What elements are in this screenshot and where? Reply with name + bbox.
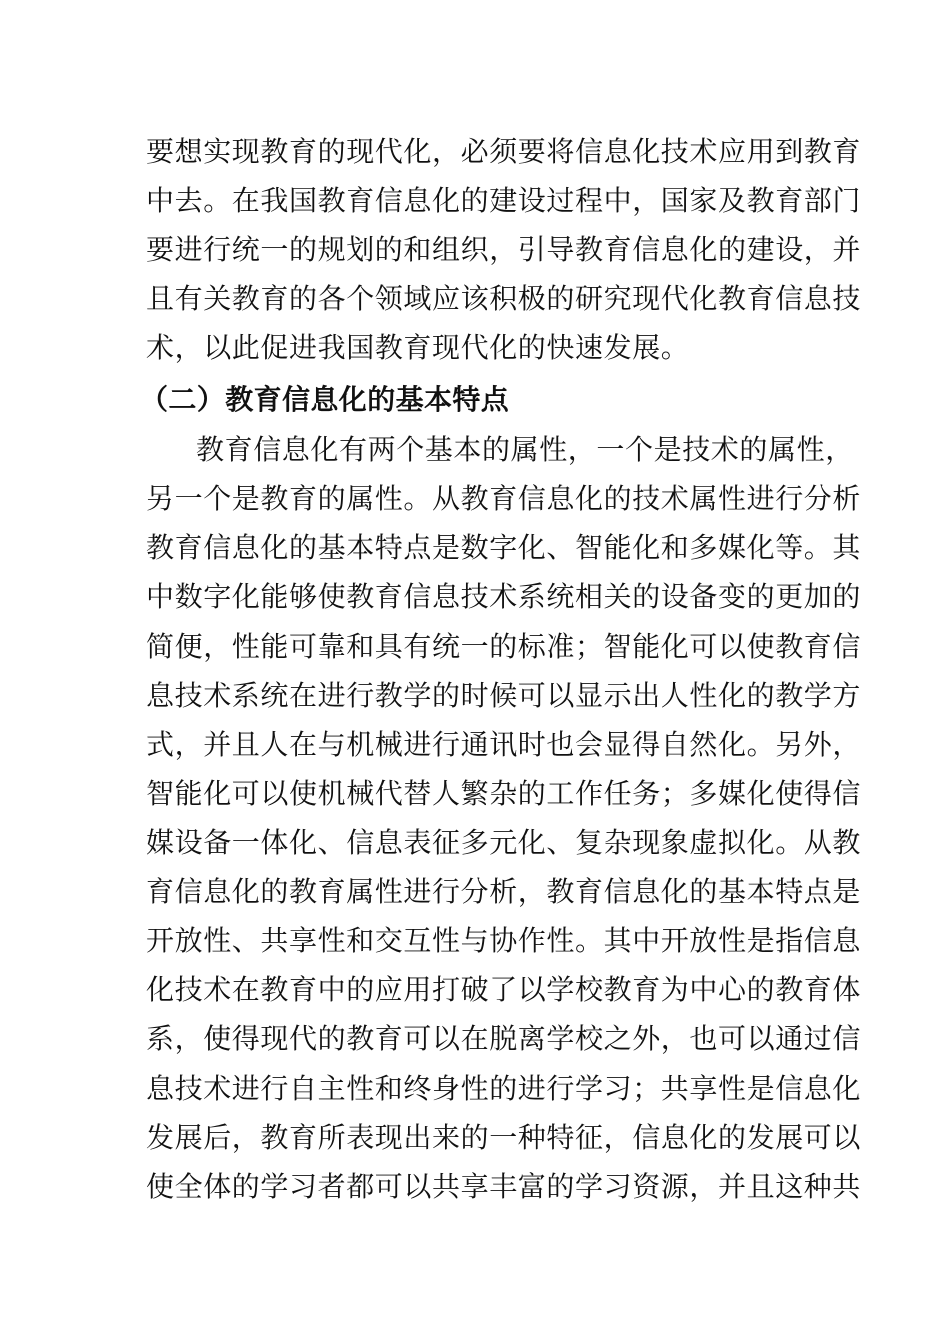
paragraph-2-line-3: 教育信息化的基本特点是数字化、智能化和多媒化等。其 [146,531,862,564]
paragraph-2-line-16: 使全体的学习者都可以共享丰富的学习资源，并且这种共 [146,1170,862,1203]
paragraph-1-line-1: 要想实现教育的现代化，必须要将信息化技术应用到教育 [146,135,862,168]
paragraph-2-line-13: 系，使得现代的教育可以在脱离学校之外，也可以通过信 [146,1022,862,1055]
paragraph-2-line-10: 育信息化的教育属性进行分析，教育信息化的基本特点是 [146,875,862,908]
paragraph-2-line-9: 媒设备一体化、信息表征多元化、复杂现象虚拟化。从教 [146,826,862,859]
paragraph-2-line-5: 简便，性能可靠和具有统一的标准；智能化可以使教育信 [146,630,862,663]
paragraph-1-line-4: 且有关教育的各个领域应该积极的研究现代化教育信息技 [146,282,862,315]
section-heading: （二）教育信息化的基本特点 [140,383,510,416]
paragraph-1-line-2: 中去。在我国教育信息化的建设过程中，国家及教育部门 [146,184,862,217]
paragraph-2-line-6: 息技术系统在进行教学的时候可以显示出人性化的教学方 [146,679,862,712]
paragraph-2-line-11: 开放性、共享性和交互性与协作性。其中开放性是指信息 [146,924,862,957]
paragraph-2-line-15: 发展后，教育所表现出来的一种特征，信息化的发展可以 [146,1121,862,1154]
paragraph-1-line-5: 术，以此促进我国教育现代化的快速发展。 [146,331,690,364]
paragraph-1-line-3: 要进行统一的规划的和组织，引导教育信息化的建设，并 [146,233,862,266]
paragraph-2-line-1: 教育信息化有两个基本的属性，一个是技术的属性， [196,433,854,466]
paragraph-2-line-8: 智能化可以使机械代替人繁杂的工作任务；多媒化使得信 [146,777,862,810]
paragraph-2-line-4: 中数字化能够使教育信息技术系统相关的设备变的更加的 [146,580,862,613]
paragraph-2-line-14: 息技术进行自主性和终身性的进行学习；共享性是信息化 [146,1072,862,1105]
paragraph-2-line-2: 另一个是教育的属性。从教育信息化的技术属性进行分析 [146,482,862,515]
paragraph-2-line-12: 化技术在教育中的应用打破了以学校教育为中心的教育体 [146,973,862,1006]
paragraph-2-line-7: 式，并且人在与机械进行通讯时也会显得自然化。另外， [146,728,862,761]
